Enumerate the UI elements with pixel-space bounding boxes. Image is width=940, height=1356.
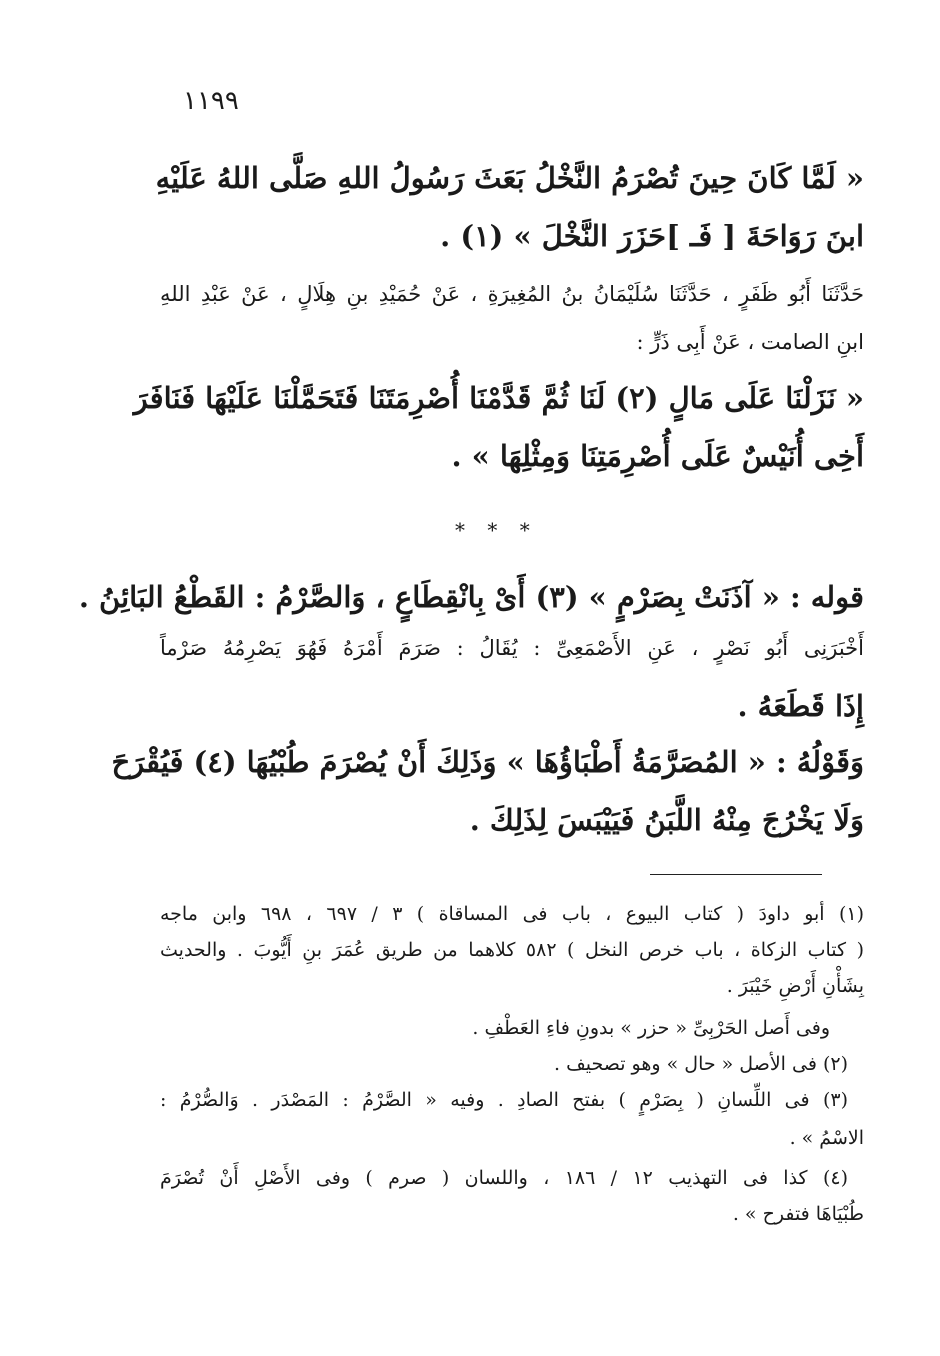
isnad-line-1: حَدَّثَنَا أَبُو ظَفَرٍ ، حَدَّثَنَا سُلَيْمَانُ بنُ المُغِيرَةِ ، عَنْ حُمَيْدِ بنِ هِلَالٍ ، عَنْ عَبْدِ اللهِ xyxy=(160,282,864,306)
footnote-1-line-2: ( كتاب الزكاة ، باب خرص النخل ) ٥٨٢ كلاهما من طريق عُمَرَ بنِ أَيُّوبَ . والحديث xyxy=(160,939,864,961)
footnote-1-line-3: بِشَأْنِ أَرْضِ خَيْبَرَ . xyxy=(726,975,864,997)
section-separator: * * * xyxy=(455,518,538,542)
text-line-7: إِذَا قَطَعَهُ . xyxy=(737,689,864,723)
footnote-4-line-1: (٤) كذا فى التهذيب ١٢ / ١٨٦ ، واللسان ( صرم ) وفى الأَصْلِ أَنْ تُصْرَمَ xyxy=(160,1167,849,1189)
text-line-4: أَخِى أُنَيْسٌ عَلَى أُصْرِمَتِنَا وَمِثْلِهَا » . xyxy=(451,439,864,473)
text-line-5: قوله : « آذَنَتْ بِصَرْمٍ » (٣) أَىْ بِانْقِطَاعٍ ، وَالصَّرْمُ : القَطْعُ البَائِنُ . xyxy=(78,580,864,614)
footnote-1-line-4: وفى أَصل الحَرْبِىِّ « حزر » بدونِ فاءِ العَطْفِ . xyxy=(472,1017,830,1039)
text-line-6: أَخْبَرَنِى أَبُو نَصْرٍ ، عَنِ الأَصْمَعِىِّ : يُقَالُ : صَرَمَ أَمْرَهُ فَهُوَ يَصْرِمُهُ صَرْماً xyxy=(160,636,864,660)
text-line-3: « نَزَلْنَا عَلَى مَالٍ (٢) لَنَا ثُمَّ قَدَّمْنَا أُصْرِمَتَنَا فَتَحَمَّلْنَا عَلَيْهَا فَنَافَرَ xyxy=(133,381,864,415)
footnote-2: (٢) فى الأصل « حال » وهو تصحيف . xyxy=(554,1053,848,1075)
text-line-8: وَقَوْلُهُ : « المُصَرَّمَةُ أَطْبَاؤُهَا » وَذَلِكَ أَنْ يُصْرَمَ طُبْيُهَا (٤) فَيُقْرَحَ xyxy=(111,745,864,779)
text-line-9: وَلَا يَخْرُجَ مِنْهُ اللَّبَنُ فَيَيْبَسَ لِذَلِكَ . xyxy=(469,803,864,837)
footnote-4-line-2: طُبْيَاهَا فتفرح » . xyxy=(732,1203,864,1225)
footnote-separator xyxy=(650,874,822,875)
isnad-line-2: ابنِ الصامت ، عَنْ أَبِى ذَرٍّ : xyxy=(636,330,864,354)
footnote-3-line-1: (٣) فى اللِّسانِ ( بِصَرْمٍ ) بفتح الصادِ . وفيه « الصَّرْمُ : المَصْدَر . وَالصُّرْمُ : xyxy=(160,1089,848,1111)
text-line-1: « لَمَّا كَانَ حِينَ تُصْرَمُ النَّخْلُ بَعَثَ رَسُولُ اللهِ صَلَّى اللهُ عَلَيْهِ xyxy=(155,161,864,195)
footnote-1-line-1: (١) أبو داودَ ( كتاب البيوع ، باب فى المساقاة ) ٣ / ٦٩٧ ، ٦٩٨ وابن ماجه xyxy=(160,903,865,925)
footnote-3-line-2: الاسْمُ » . xyxy=(789,1127,864,1149)
page-number: ١١٩٩ xyxy=(183,86,239,116)
text-line-2: ابنَ رَوَاحَةَ [ فَـ ]حَزَرَ النَّخْلَ » (١) . xyxy=(440,219,864,253)
